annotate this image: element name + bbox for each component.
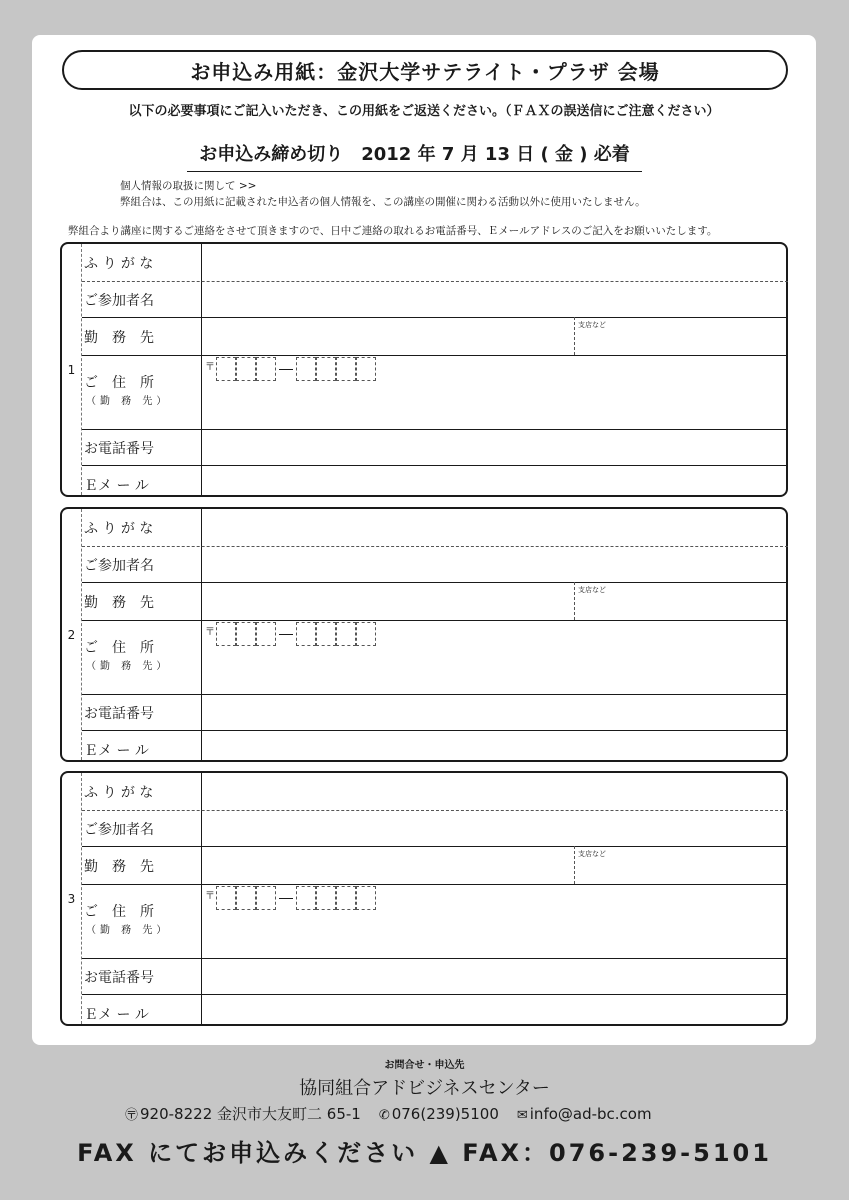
address-sub-label: （勤 務 先） [86, 396, 171, 407]
furigana-input[interactable] [202, 773, 788, 810]
participant-name-label: ご参加者名 [84, 822, 154, 838]
participant-name-label: ご参加者名 [84, 293, 154, 309]
workplace-label: 勤 務 先 [84, 859, 154, 875]
postal-digit-box[interactable] [216, 886, 236, 910]
phone-label: お電話番号 [84, 970, 154, 986]
entry-block [60, 507, 788, 762]
postal-digit-box[interactable] [236, 886, 256, 910]
phone-label: お電話番号 [84, 441, 154, 457]
address-label: ご 住 所 [84, 640, 154, 656]
postal-digit-box[interactable] [316, 622, 336, 646]
branch-divider [574, 582, 575, 620]
phone-label: お電話番号 [84, 706, 154, 722]
contact-note: 弊組合より講座に関するご連絡をさせて頂きますので、日中ご連絡の取れるお電話番号、Ｅメールアドレスのご記入をお願いいたします。 [68, 225, 718, 237]
postal-digit-box[interactable] [336, 357, 356, 381]
branch-label: 支店など [578, 321, 606, 329]
organization-name: 協同組合アドビジネスセンター [299, 1078, 550, 1099]
privacy-notice [120, 178, 646, 210]
participant-name-input[interactable] [202, 281, 788, 317]
form-title: お申込み用紙：金沢大学サテライト・プラザ 会場 [62, 50, 788, 90]
email-address: ✉ info@ad-bc.com [516, 1104, 652, 1123]
branch-input[interactable] [574, 846, 788, 884]
privacy-heading: 個人情報の取扱に関して >> [120, 180, 257, 192]
address-label: ご 住 所 [84, 904, 154, 920]
postal-digit-box[interactable] [356, 886, 376, 910]
branch-divider [574, 846, 575, 884]
entry-block [60, 242, 788, 497]
postal-digit-box[interactable] [236, 357, 256, 381]
contact-info [125, 1103, 652, 1124]
postal-digit-box[interactable] [336, 886, 356, 910]
phone-input[interactable] [202, 429, 788, 465]
address-label: ご 住 所 [84, 375, 154, 391]
email-label: Ｅメ ー ル [84, 478, 149, 494]
entry-number: 3 [62, 773, 82, 1024]
participant-name-input[interactable] [202, 810, 788, 846]
email-label: Ｅメ ー ル [84, 1007, 149, 1023]
branch-divider [574, 317, 575, 355]
postal-hyphen [279, 369, 293, 370]
envelope-icon: ✉ [516, 1107, 528, 1123]
privacy-body: 弊組合は、この用紙に記載された申込者の個人情報を、この講座の開催に関わる活動以外に使用いたしません。 [120, 196, 646, 208]
postal-hyphen [279, 634, 293, 635]
email-input[interactable] [202, 730, 788, 762]
phone-input[interactable] [202, 694, 788, 730]
address-sub-label: （勤 務 先） [86, 925, 171, 936]
instruction-text: 以下の必要事項にご記入いただき、この用紙をご返送ください。（ＦＡＸの誤送信にご注意ください） [128, 104, 720, 119]
phone-input[interactable] [202, 958, 788, 994]
postal-digit-box[interactable] [216, 357, 236, 381]
branch-input[interactable] [574, 317, 788, 355]
postal-address: 〶 920-8222 金沢市大友町二 65-1 [125, 1105, 361, 1123]
furigana-input[interactable] [202, 509, 788, 546]
participant-name-input[interactable] [202, 546, 788, 582]
inquiry-caption: お問合せ・申込先 [384, 1060, 465, 1071]
postal-digit-box[interactable] [256, 357, 276, 381]
branch-input[interactable] [574, 582, 788, 620]
postal-digit-box[interactable] [256, 622, 276, 646]
postal-hyphen [279, 898, 293, 899]
postal-digit-box[interactable] [296, 886, 316, 910]
branch-label: 支店など [578, 586, 606, 594]
postal-digit-box[interactable] [296, 357, 316, 381]
phone-number: ✆ 076(239)5100 [378, 1104, 499, 1123]
workplace-input[interactable] [202, 582, 574, 620]
email-input[interactable] [202, 465, 788, 497]
address-sub-label: （勤 務 先） [86, 661, 171, 672]
furigana-label: ふ り が な [84, 521, 154, 537]
branch-label: 支店など [578, 850, 606, 858]
postal-digit-box[interactable] [296, 622, 316, 646]
postal-mark-icon: 〶 [125, 1108, 139, 1123]
entry-number: 1 [62, 244, 82, 495]
email-label: Ｅメ ー ル [84, 743, 149, 759]
workplace-input[interactable] [202, 317, 574, 355]
entry-number: 2 [62, 509, 82, 760]
postal-digit-box[interactable] [356, 357, 376, 381]
postal-digit-box[interactable] [336, 622, 356, 646]
postal-digit-box[interactable] [316, 886, 336, 910]
postal-digit-box[interactable] [356, 622, 376, 646]
postal-mark-icon: 〒 [205, 890, 215, 902]
postal-code-boxes[interactable] [205, 886, 376, 910]
furigana-label: ふ り が な [84, 785, 154, 801]
postal-code-boxes[interactable] [205, 357, 376, 381]
furigana-input[interactable] [202, 244, 788, 281]
postal-digit-box[interactable] [256, 886, 276, 910]
postal-digit-box[interactable] [236, 622, 256, 646]
workplace-label: 勤 務 先 [84, 330, 154, 346]
entry-block [60, 771, 788, 1026]
email-input[interactable] [202, 994, 788, 1026]
workplace-input[interactable] [202, 846, 574, 884]
postal-mark-icon: 〒 [205, 361, 215, 373]
postal-digit-box[interactable] [316, 357, 336, 381]
workplace-label: 勤 務 先 [84, 595, 154, 611]
fax-instruction: FAX にてお申込みください ▲ FAX：076-239-5101 [77, 1139, 772, 1167]
deadline-text: お申込み締め切り 2012 年 7 月 13 日 ( 金 ) 必着 [187, 140, 642, 172]
form-sheet [32, 35, 816, 1045]
phone-icon: ✆ [378, 1107, 390, 1123]
participant-name-label: ご参加者名 [84, 558, 154, 574]
furigana-label: ふ り が な [84, 256, 154, 272]
postal-code-boxes[interactable] [205, 622, 376, 646]
postal-digit-box[interactable] [216, 622, 236, 646]
postal-mark-icon: 〒 [205, 626, 215, 638]
